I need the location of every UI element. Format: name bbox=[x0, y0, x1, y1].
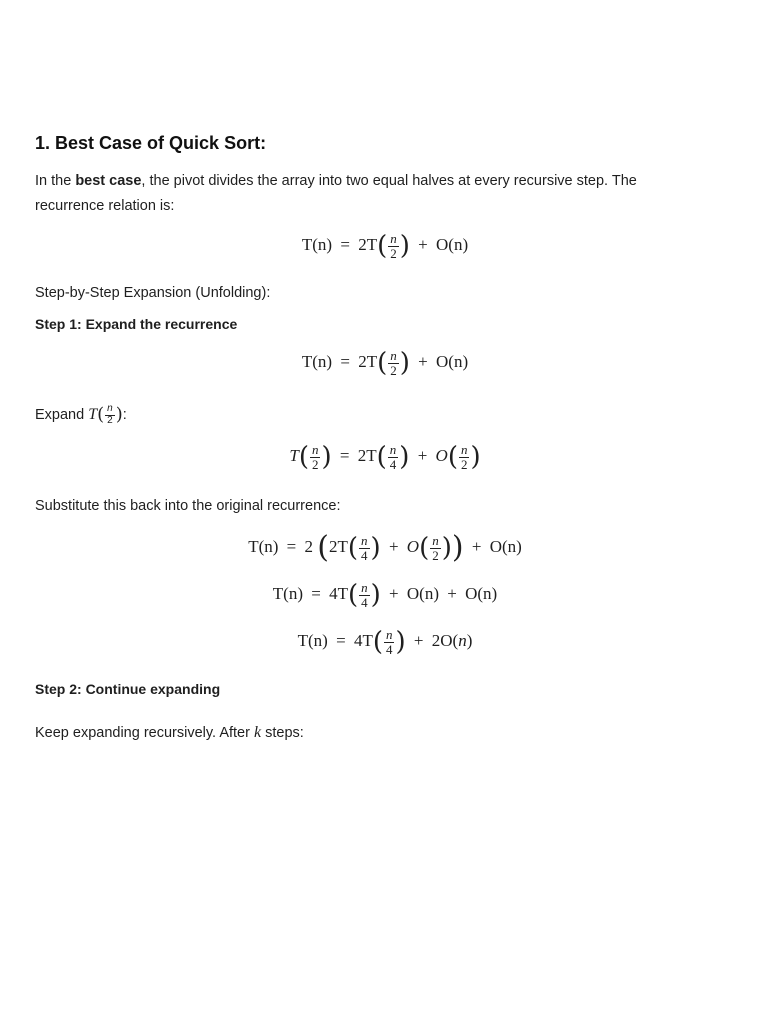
inline-T: T bbox=[88, 406, 98, 423]
equation-step1: T(n) = 2T( $\frac{n}{2}$ ) + O(n) bbox=[301, 348, 469, 379]
eq-plus: + bbox=[389, 584, 399, 604]
eq-plus: + bbox=[417, 446, 428, 466]
eq-term-On: O(n) bbox=[465, 584, 498, 604]
eq-lhs: T(n) bbox=[301, 352, 333, 372]
intro-text-bold: best case bbox=[75, 173, 142, 189]
eq-plus: + bbox=[388, 536, 399, 556]
keep-expanding-text bbox=[35, 720, 304, 746]
eq-O: O bbox=[406, 536, 420, 556]
fraction-n-over-2: $\frac{n}{2}$ bbox=[432, 532, 439, 563]
eq-term-On: O(n) bbox=[489, 536, 522, 556]
eq-equals: = bbox=[336, 631, 346, 651]
eq-term-On: O(n) bbox=[406, 584, 439, 604]
eq-equals: = bbox=[286, 536, 297, 556]
fraction-n-over-2: $\frac{n}{2}$ bbox=[311, 442, 319, 472]
eq-plus: + bbox=[413, 631, 424, 651]
eq-coef-O: 2O bbox=[431, 631, 453, 651]
eq-term-On: O(n) bbox=[436, 235, 469, 255]
eq-lhs: T(n) bbox=[248, 536, 279, 556]
step1-heading: Step 1: Expand the recurrence bbox=[35, 316, 238, 332]
equation-simplify-1: T(n) = 4T( $\frac{n}{4}$ ) + O(n) + O(n) bbox=[272, 580, 498, 611]
equation-substitute: T(n) = 2 (2T( $\frac{n}{4}$ ) + O( $\frac{n}{2}$ )) + O(n) bbox=[248, 530, 522, 565]
fraction-n-over-4: $\frac{n}{4}$ bbox=[361, 580, 368, 610]
eq-equals: = bbox=[339, 446, 350, 466]
intro-text-line2: recurrence relation is: bbox=[35, 198, 175, 214]
eq-O: O bbox=[435, 446, 448, 466]
fraction-n-over-4: $\frac{n}{4}$ bbox=[389, 442, 397, 472]
eq-equals: = bbox=[340, 235, 350, 255]
eq-coef: 2T bbox=[358, 235, 378, 255]
fraction-n-over-4: $\frac{n}{4}$ bbox=[361, 532, 368, 563]
eq-equals: = bbox=[311, 584, 321, 604]
keep-text-var: k bbox=[253, 724, 262, 741]
equation-expand-half: T( $\frac{n}{2}$ ) = 2T( $\frac{n}{4}$ ) + O( $\frac{n}{2}$ ) bbox=[289, 442, 481, 473]
eq-coef: 2T bbox=[358, 352, 378, 372]
eq-lhs: T(n) bbox=[272, 584, 303, 604]
eq-coef-outer: 2 bbox=[304, 536, 314, 556]
keep-text-pre: Keep expanding recursively. After bbox=[35, 725, 254, 741]
eq-term-On: O(n) bbox=[436, 352, 469, 372]
equation-simplify-2: T(n) = 4T( $\frac{n}{4}$ ) + 2O(n) bbox=[297, 627, 473, 658]
page-title: 1. Best Case of Quick Sort: bbox=[35, 133, 267, 153]
step2-heading: Step 2: Continue expanding bbox=[35, 681, 221, 697]
eq-T: T bbox=[289, 446, 299, 466]
eq-n: n bbox=[458, 631, 467, 651]
fraction-n-over-2: $\frac{n}{2}$ bbox=[460, 442, 468, 472]
eq-lhs: T(n) bbox=[301, 235, 333, 255]
intro-text-post: , the pivot divides the array into two equal halves at every recursive step. The bbox=[141, 173, 637, 189]
eq-coef: 2T bbox=[357, 446, 377, 466]
fraction-n-over-2: $\frac{n}{2}$ bbox=[390, 348, 397, 378]
eq-coef: 2T bbox=[328, 536, 348, 556]
eq-equals: = bbox=[340, 352, 350, 372]
expand-label-line: Expand T( $\frac{n}{2}$ ): bbox=[35, 403, 127, 426]
intro-paragraph bbox=[35, 169, 637, 219]
eq-plus: + bbox=[418, 235, 428, 255]
eq-lhs: T(n) bbox=[297, 631, 328, 651]
inline-fraction-n-over-2: $\frac{n}{2}$ bbox=[107, 403, 113, 426]
eq-plus: + bbox=[471, 536, 482, 556]
eq-coef: 4T bbox=[353, 631, 373, 651]
fraction-n-over-2: $\frac{n}{2}$ bbox=[390, 231, 397, 261]
expand-label: Expand bbox=[35, 407, 85, 423]
eq-plus: + bbox=[447, 584, 457, 604]
keep-text-post: steps: bbox=[261, 725, 304, 741]
substitute-text: Substitute this back into the original recurrence: bbox=[35, 498, 341, 514]
intro-text-pre: In the bbox=[35, 173, 76, 189]
equation-recurrence: T(n) = 2T( $\frac{n}{2}$ ) + O(n) bbox=[301, 231, 469, 262]
fraction-n-over-4: $\frac{n}{4}$ bbox=[385, 627, 393, 657]
eq-coef: 4T bbox=[329, 584, 348, 604]
eq-plus: + bbox=[418, 352, 428, 372]
section-subheading: Step-by-Step Expansion (Unfolding): bbox=[35, 285, 271, 301]
